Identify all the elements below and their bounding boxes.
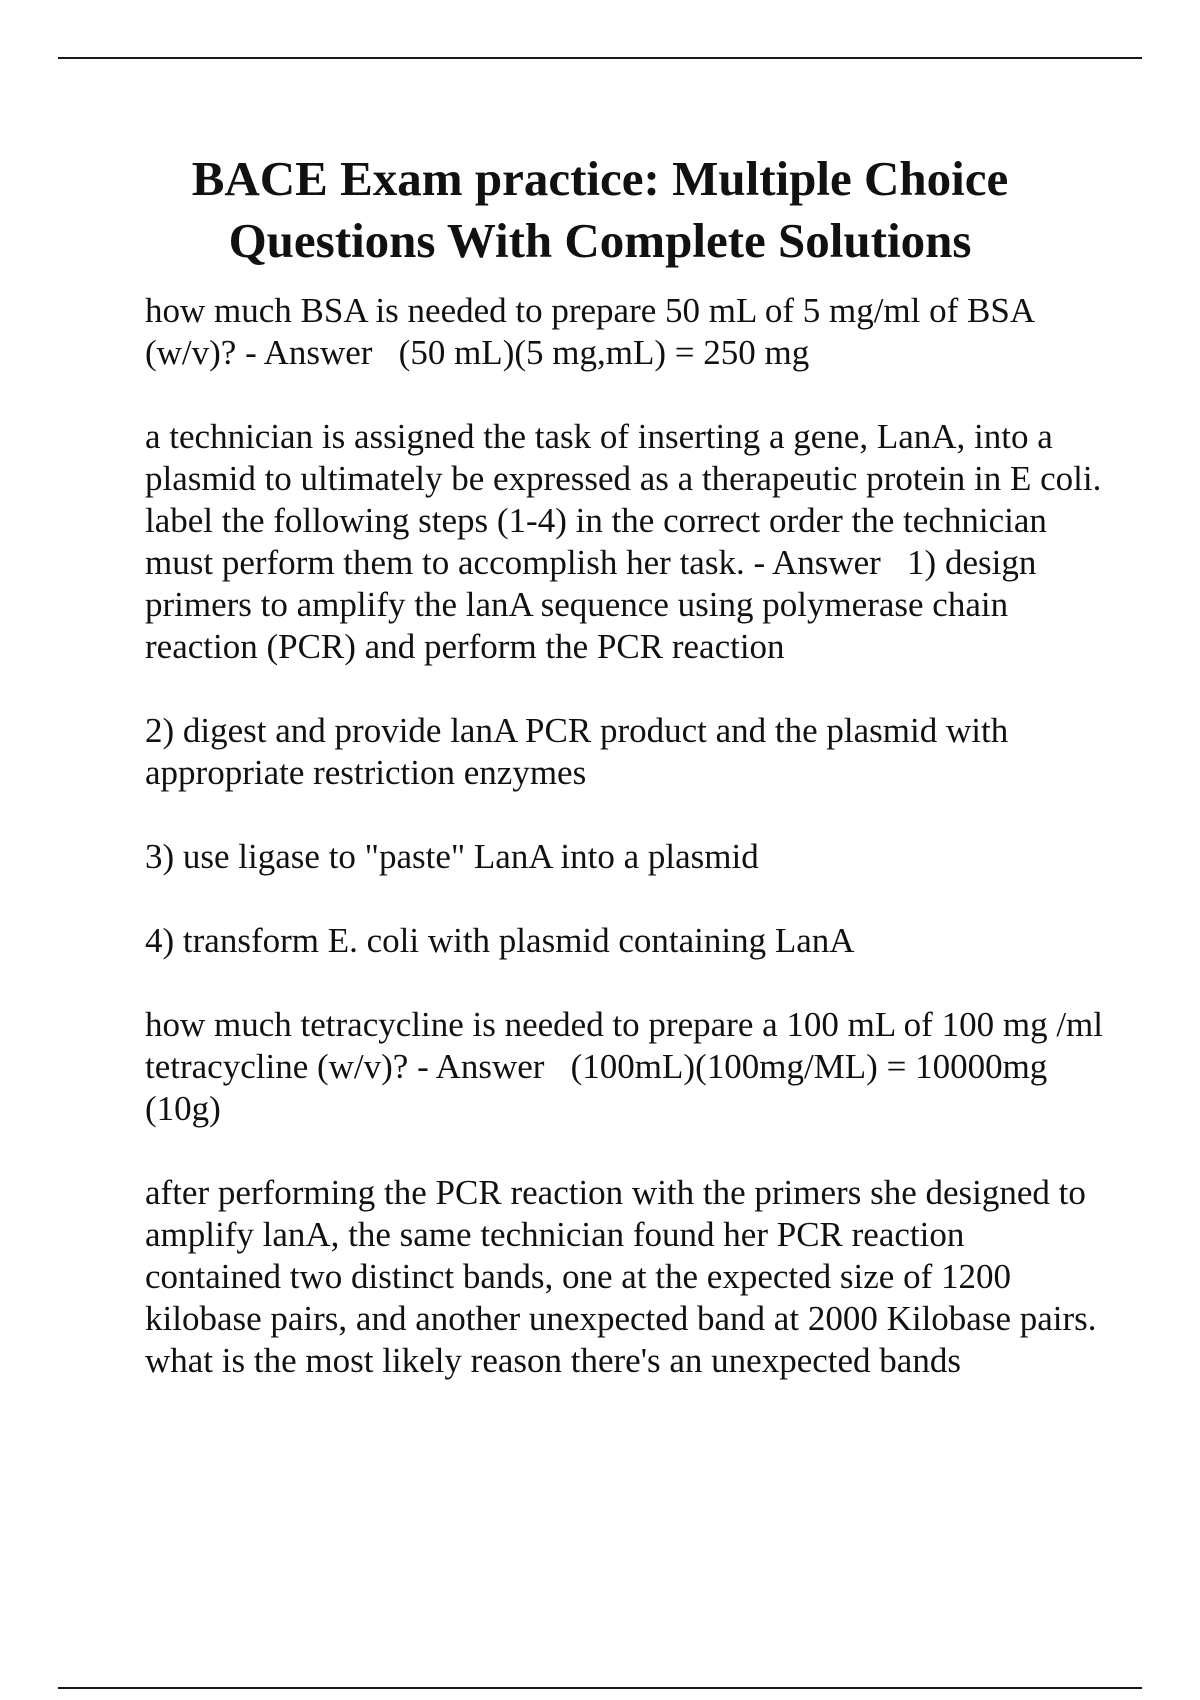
question-bsa: how much BSA is needed to prepare 50 mL of 5 mg/ml of BSA (w/v)? - Answer (50 mL)(5 mg,mL) = 250 mg <box>145 291 1042 372</box>
header-rule <box>58 57 1142 59</box>
document-title <box>100 148 1100 272</box>
answer-step-4: 4) transform E. coli with plasmid containing LanA <box>145 921 855 960</box>
document-title-line-1: BACE Exam practice: Multiple Choice <box>191 151 1009 206</box>
answer-step-2: 2) digest and provide lanA PCR product and the plasmid with appropriate restriction enzymes <box>145 711 1017 792</box>
footer-rule <box>58 1687 1142 1689</box>
question-pcr-bands: after performing the PCR reaction with the primers she designed to amplify lanA, the same technician found her PCR reaction contained two distinct bands, one at the expected size of 1200 kilobase pairs, and another unexpected band at 2000 Kilobase pairs. what is the most likely reason there's an unexpected bands <box>145 1173 1106 1380</box>
document-body <box>145 290 1112 1424</box>
answer-step-3: 3) use ligase to "paste" LanA into a plasmid <box>145 837 759 876</box>
document-title-line-2: Questions With Complete Solutions <box>228 213 972 268</box>
question-tetracycline: how much tetracycline is needed to prepare a 100 mL of 100 mg /ml tetracycline (w/v)? - Answer (100mL)(100mg/ML) = 10000mg (10g) <box>145 1005 1112 1128</box>
question-lana-steps: a technician is assigned the task of inserting a gene, LanA, into a plasmid to ultimately be expressed as a therapeutic protein in E coli. label the following steps (1-4) in the correct order the technician must perform them to accomplish her task. - Answer 1) design primers to amplify the lanA sequence using polymerase chain reaction (PCR) and perform the PCR reaction <box>145 417 1111 666</box>
